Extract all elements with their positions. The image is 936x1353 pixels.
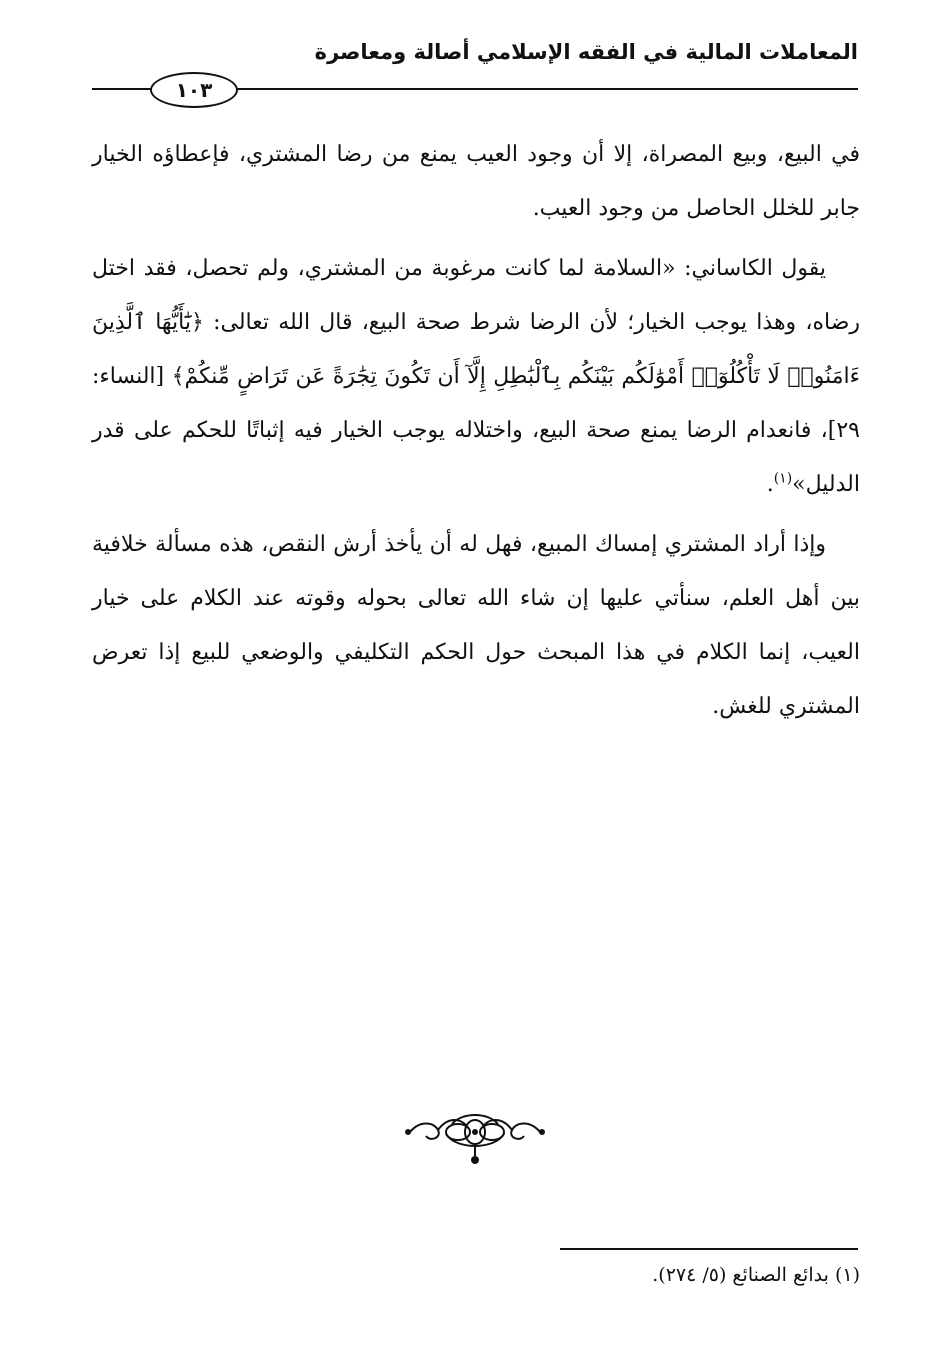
footnote-reference: (١) xyxy=(773,470,793,487)
flourish-ornament-icon xyxy=(400,1110,550,1166)
quran-verse: ﴿يَٰٓأَيُّهَا ٱلَّذِينَ ءَامَنُوا۟ لَا تَأْكُلُوٓا۟ أَمْوَٰلَكُم بَيْنَكُم بِٱلْبَٰطِلِ إِلَّآ أَن تَكُونَ تِجَٰرَةً عَن تَرَاضٍ مِّنكُمْ﴾ xyxy=(92,310,860,389)
footnote-marker: (١) xyxy=(834,1264,860,1286)
footnote-1 xyxy=(652,1264,860,1286)
page-number: ١٠٣ xyxy=(150,72,238,108)
footnote-text: بدائع الصنائع (٥/ ٢٧٤). xyxy=(652,1264,829,1286)
footnote-rule xyxy=(560,1248,858,1250)
paragraph-2-end: . xyxy=(766,472,774,497)
paragraph-2-intro: يقول الكاساني: «السلامة لما كانت مرغوبة من المشتري، ولم تحصل، فقد اختل رضاه، وهذا يوجب الخيار؛ لأن الرضا شرط صحة البيع، قال الله تعالى: xyxy=(92,256,860,335)
paragraph-2 xyxy=(92,242,860,512)
paragraph-1: في البيع، وبيع المصراة، إلا أن وجود العيب يمنع من رضا المشتري، فإعطاؤه الخيار جابر للخلل الحاصل من وجود العيب. xyxy=(92,142,860,221)
paragraph-2-rest: [النساء: ٢٩]، فانعدام الرضا يمنع صحة البيع، واختلاله يوجب الخيار فيه إثباتًا للحكم على قدر الدليل» xyxy=(92,364,860,497)
running-header-title: المعاملات المالية في الفقه الإسلامي أصالة ومعاصرة xyxy=(314,40,858,64)
paragraph-3: وإذا أراد المشتري إمساك المبيع، فهل له أن يأخذ أرش النقص، هذه مسألة خلافية بين أهل العلم، سنأتي عليها إن شاء الله تعالى بحوله وقوته عند الكلام على خيار العيب، إنما الكلام في هذا المبحث حول الحكم التكليفي والوضعي للبيع إذا تعرض المشتري للغش. xyxy=(92,532,860,719)
main-text xyxy=(92,128,860,740)
